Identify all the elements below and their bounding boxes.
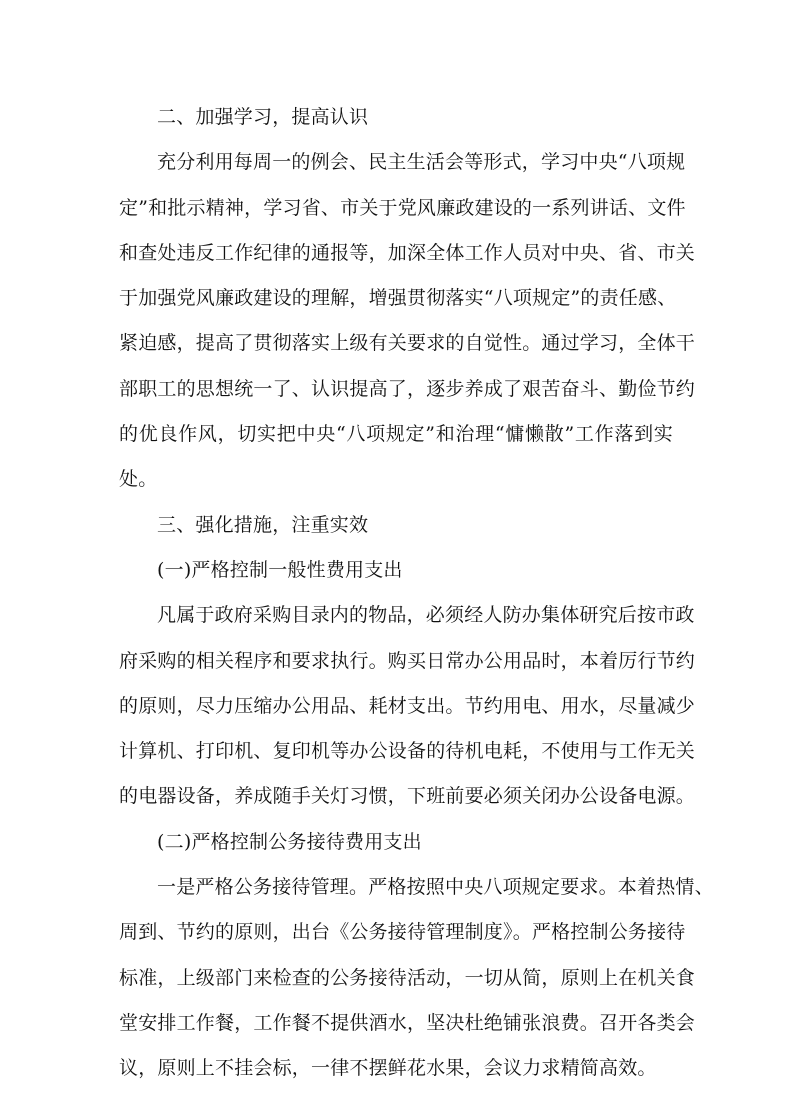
- paragraph-line: 处。: [119, 468, 158, 491]
- paragraph-line: 定”和批示精神，学习省、市关于党风廉政建设的一系列讲话、文件: [119, 196, 686, 219]
- paragraph-line: 堂安排工作餐，工作餐不提供酒水，坚决杜绝铺张浪费。召开各类会: [119, 1011, 696, 1034]
- paragraph-line: 的优良作风，切实把中央“八项规定”和治理“慵懒散”工作落到实: [119, 423, 673, 446]
- paragraph-line: 府采购的相关程序和要求执行。购买日常办公用品时，本着厉行节约: [119, 649, 696, 672]
- subsection-heading: (一)严格控制一般性费用支出: [157, 558, 403, 581]
- paragraph-line: 充分利用每周一的例会、民主生活会等形式，学习中央“八项规: [157, 151, 686, 174]
- paragraph-line: 于加强党风廉政建设的理解，增强贯彻落实“八项规定”的责任感、: [119, 287, 677, 310]
- subsection-heading: (二)严格控制公务接待费用支出: [157, 830, 422, 853]
- paragraph-line: 紧迫感，提高了贯彻落实上级有关要求的自觉性。通过学习，全体干: [119, 332, 696, 355]
- paragraph-line: 部职工的思想统一了、认识提高了，逐步养成了艰苦奋斗、勤俭节约: [119, 377, 696, 400]
- paragraph-line: 标准，上级部门来检查的公务接待活动，一切从简，原则上在机关食: [119, 966, 696, 989]
- paragraph-line: 凡属于政府采购目录内的物品，必须经人防办集体研究后按市政: [157, 604, 695, 627]
- paragraph-line: 和查处违反工作纪律的通报等，加深全体工作人员对中央、省、市关: [119, 241, 696, 264]
- paragraph-line: 计算机、打印机、复印机等办公设备的待机电耗，不使用与工作无关: [119, 740, 696, 763]
- paragraph-line: 的原则，尽力压缩办公用品、耗材支出。节约用电、用水，尽量减少: [119, 694, 696, 717]
- paragraph-line: 的电器设备，养成随手关灯习惯，下班前要必须关闭办公设备电源。: [119, 785, 696, 808]
- paragraph-line: 议，原则上不挂会标，一律不摆鲜花水果，会议力求精简高效。: [119, 1057, 657, 1080]
- paragraph-line: 周到、节约的原则，出台《公务接待管理制度》。严格控制公务接待: [119, 921, 686, 944]
- paragraph-line: 一是严格公务接待管理。严格按照中央八项规定要求。本着热情、: [157, 876, 714, 899]
- document-body: [119, 95, 714, 1092]
- section-heading: 二、加强学习，提高认识: [157, 106, 369, 128]
- section-heading: 三、强化措施，注重实效: [157, 513, 369, 536]
